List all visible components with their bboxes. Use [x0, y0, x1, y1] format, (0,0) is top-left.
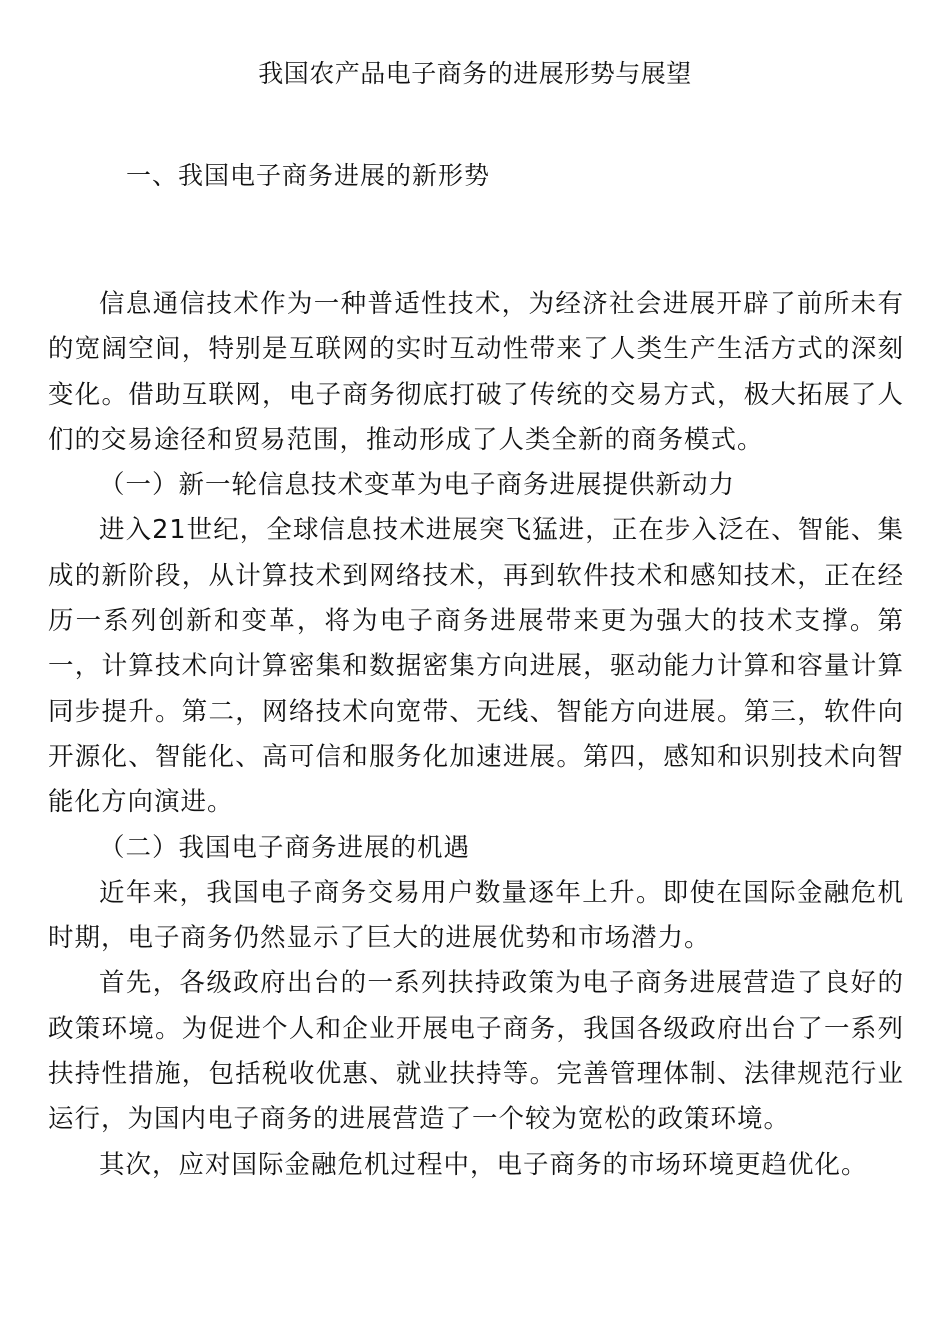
subheading-opportunities: （二）我国电子商务进展的机遇 [99, 832, 471, 863]
body-text [48, 282, 904, 1188]
section-heading: 一、我国电子商务进展的新形势 [126, 161, 491, 190]
subheading-new-momentum: （一）新一轮信息技术变革为电子商务进展提供新动力 [99, 470, 736, 501]
paragraph-market: 其次，应对国际金融危机过程中，电子商务的市场环境更趋优化。 [99, 1149, 868, 1180]
paragraph-users: 近年来，我国电子商务交易用户数量逐年上升。即使在国际金融危机时期，电子商务仍然显示了巨大的进展优势和市场潜力。 [48, 877, 904, 954]
paragraph-policy: 首先，各级政府出台的一系列扶持政策为电子商务进展营造了良好的政策环境。为促进个人和企业开展电子商务，我国各级政府出台了一系列扶持性措施，包括税收优惠、就业扶持等。完善管理体制、法律规范行业运行，为国内电子商务的进展营造了一个较为宽松的政策环境。 [48, 968, 904, 1135]
paragraph-intro: 信息通信技术作为一种普适性技术，为经济社会进展开辟了前所未有的宽阔空间，特别是互联网的实时互动性带来了人类生产生活方式的深刻变化。借助互联网，电子商务彻底打破了传统的交易方式，极大拓展了人们的交易途径和贸易范围，推动形成了人类全新的商务模式。 [48, 289, 904, 455]
document-title: 我国农产品电子商务的进展形势与展望 [258, 59, 692, 88]
paragraph-technology: 进入21世纪，全球信息技术进展突飞猛进，正在步入泛在、智能、集成的新阶段，从计算技术到网络技术，再到软件技术和感知技术，正在经历一系列创新和变革，将为电子商务进展带来更为强大的技术支撑。第一，计算技术向计算密集和数据密集方向进展，驱动能力计算和容量计算同步提升。第二，网络技术向宽带、无线、智能方向进展。第三，软件向开源化、智能化、高可信和服务化加速进展。第四，感知和识别技术向智能化方向演进。 [48, 515, 904, 818]
